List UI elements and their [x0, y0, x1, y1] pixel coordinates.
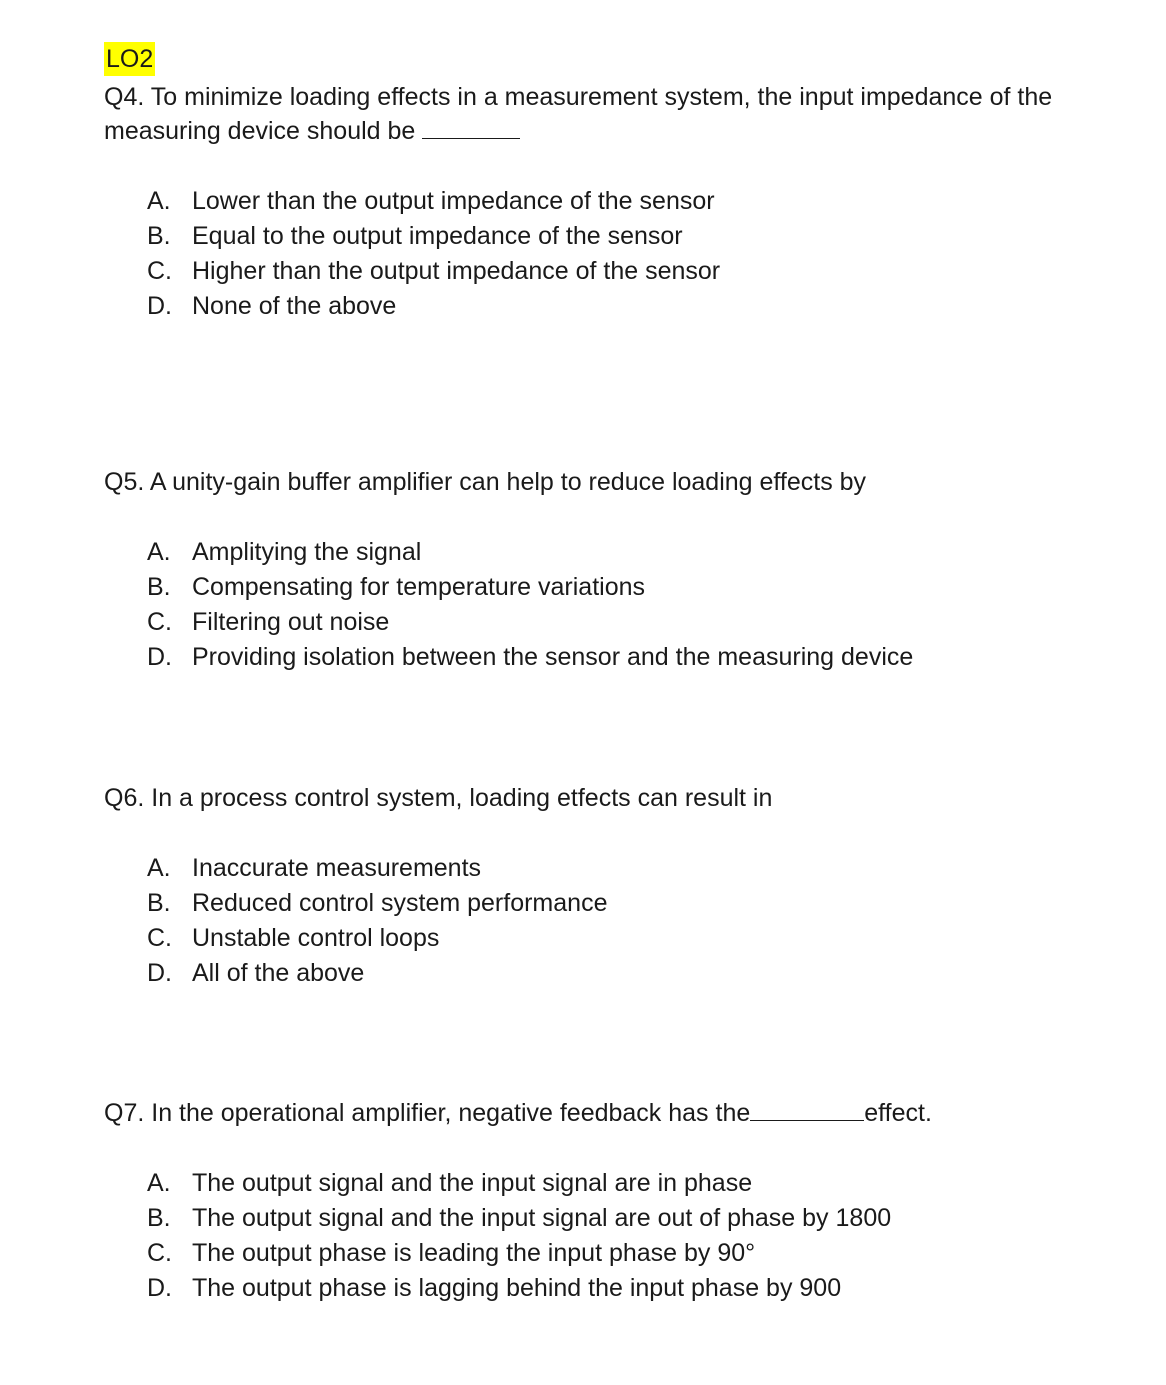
option-letter: D.: [147, 292, 172, 320]
option-text: Amplitying the signal: [192, 538, 422, 566]
option-a: [147, 1166, 891, 1201]
option-text: The output signal and the input signal are in phase: [192, 1169, 753, 1197]
option-text: Compensating for temperature variations: [192, 573, 646, 601]
option-text: The output phase is lagging behind the input phase by 900: [192, 1274, 842, 1302]
options-q7: [147, 1166, 891, 1306]
question-number: Q5.: [104, 468, 145, 496]
option-text: The output phase is leading the input phase by 90°: [192, 1239, 756, 1267]
option-d: [147, 956, 607, 991]
question-number: Q6.: [104, 784, 145, 812]
option-text: The output signal and the input signal are out of phase by 1800: [192, 1204, 892, 1232]
option-letter: B.: [147, 889, 171, 917]
option-text: Lower than the output impedance of the sensor: [192, 187, 715, 215]
option-b: [147, 570, 913, 605]
option-c: [147, 921, 607, 956]
option-text: Inaccurate measurements: [192, 854, 482, 882]
answer-blank: [422, 114, 520, 139]
question-number: Q4.: [104, 83, 145, 111]
option-d: [147, 1271, 891, 1306]
options-q4: [147, 184, 720, 324]
option-text: Reduced control system performance: [192, 889, 608, 917]
option-d: [147, 289, 720, 324]
option-text: Higher than the output impedance of the sensor: [192, 257, 721, 285]
option-letter: B.: [147, 573, 171, 601]
option-letter: A.: [147, 1169, 171, 1197]
options-q5: [147, 535, 913, 675]
option-letter: C.: [147, 257, 172, 285]
option-text: Unstable control loops: [192, 924, 440, 952]
question-q6: [104, 781, 1124, 815]
option-letter: B.: [147, 1204, 171, 1232]
option-d: [147, 640, 913, 675]
option-letter: D.: [147, 1274, 172, 1302]
option-a: [147, 851, 607, 886]
question-text-after: effect.: [864, 1099, 932, 1127]
option-text: Filtering out noise: [192, 608, 390, 636]
option-a: [147, 184, 720, 219]
question-text: A unity-gain buffer amplifier can help to reduce loading effects by: [149, 468, 867, 496]
question-number: Q7.: [104, 1099, 145, 1127]
option-b: [147, 219, 720, 254]
question-q4: [104, 80, 1124, 148]
option-letter: B.: [147, 222, 171, 250]
option-text: None of the above: [192, 292, 397, 320]
option-b: [147, 886, 607, 921]
question-text: In a process control system, loading etfects can result in: [151, 784, 773, 812]
option-text: All of the above: [192, 959, 365, 987]
option-letter: D.: [147, 959, 172, 987]
option-letter: A.: [147, 187, 171, 215]
option-text: Providing isolation between the sensor and the measuring device: [192, 643, 914, 671]
option-letter: C.: [147, 1239, 172, 1267]
question-text: To minimize loading effects in a measurement system, the input impedance of the measuring device should be: [104, 83, 1053, 145]
option-text: Equal to the output impedance of the sensor: [192, 222, 683, 250]
question-text: In the operational amplifier, negative feedback has the: [151, 1099, 751, 1127]
option-letter: C.: [147, 924, 172, 952]
options-q6: [147, 851, 607, 991]
answer-blank: [750, 1096, 864, 1121]
question-q7: [104, 1096, 1124, 1130]
option-c: [147, 1236, 891, 1271]
option-letter: A.: [147, 538, 171, 566]
option-letter: C.: [147, 608, 172, 636]
option-c: [147, 254, 720, 289]
option-a: [147, 535, 913, 570]
question-q5: [104, 465, 1124, 499]
learning-outcome-tag: LO2: [104, 42, 155, 76]
option-letter: D.: [147, 643, 172, 671]
option-letter: A.: [147, 854, 171, 882]
option-b: [147, 1201, 891, 1236]
option-c: [147, 605, 913, 640]
